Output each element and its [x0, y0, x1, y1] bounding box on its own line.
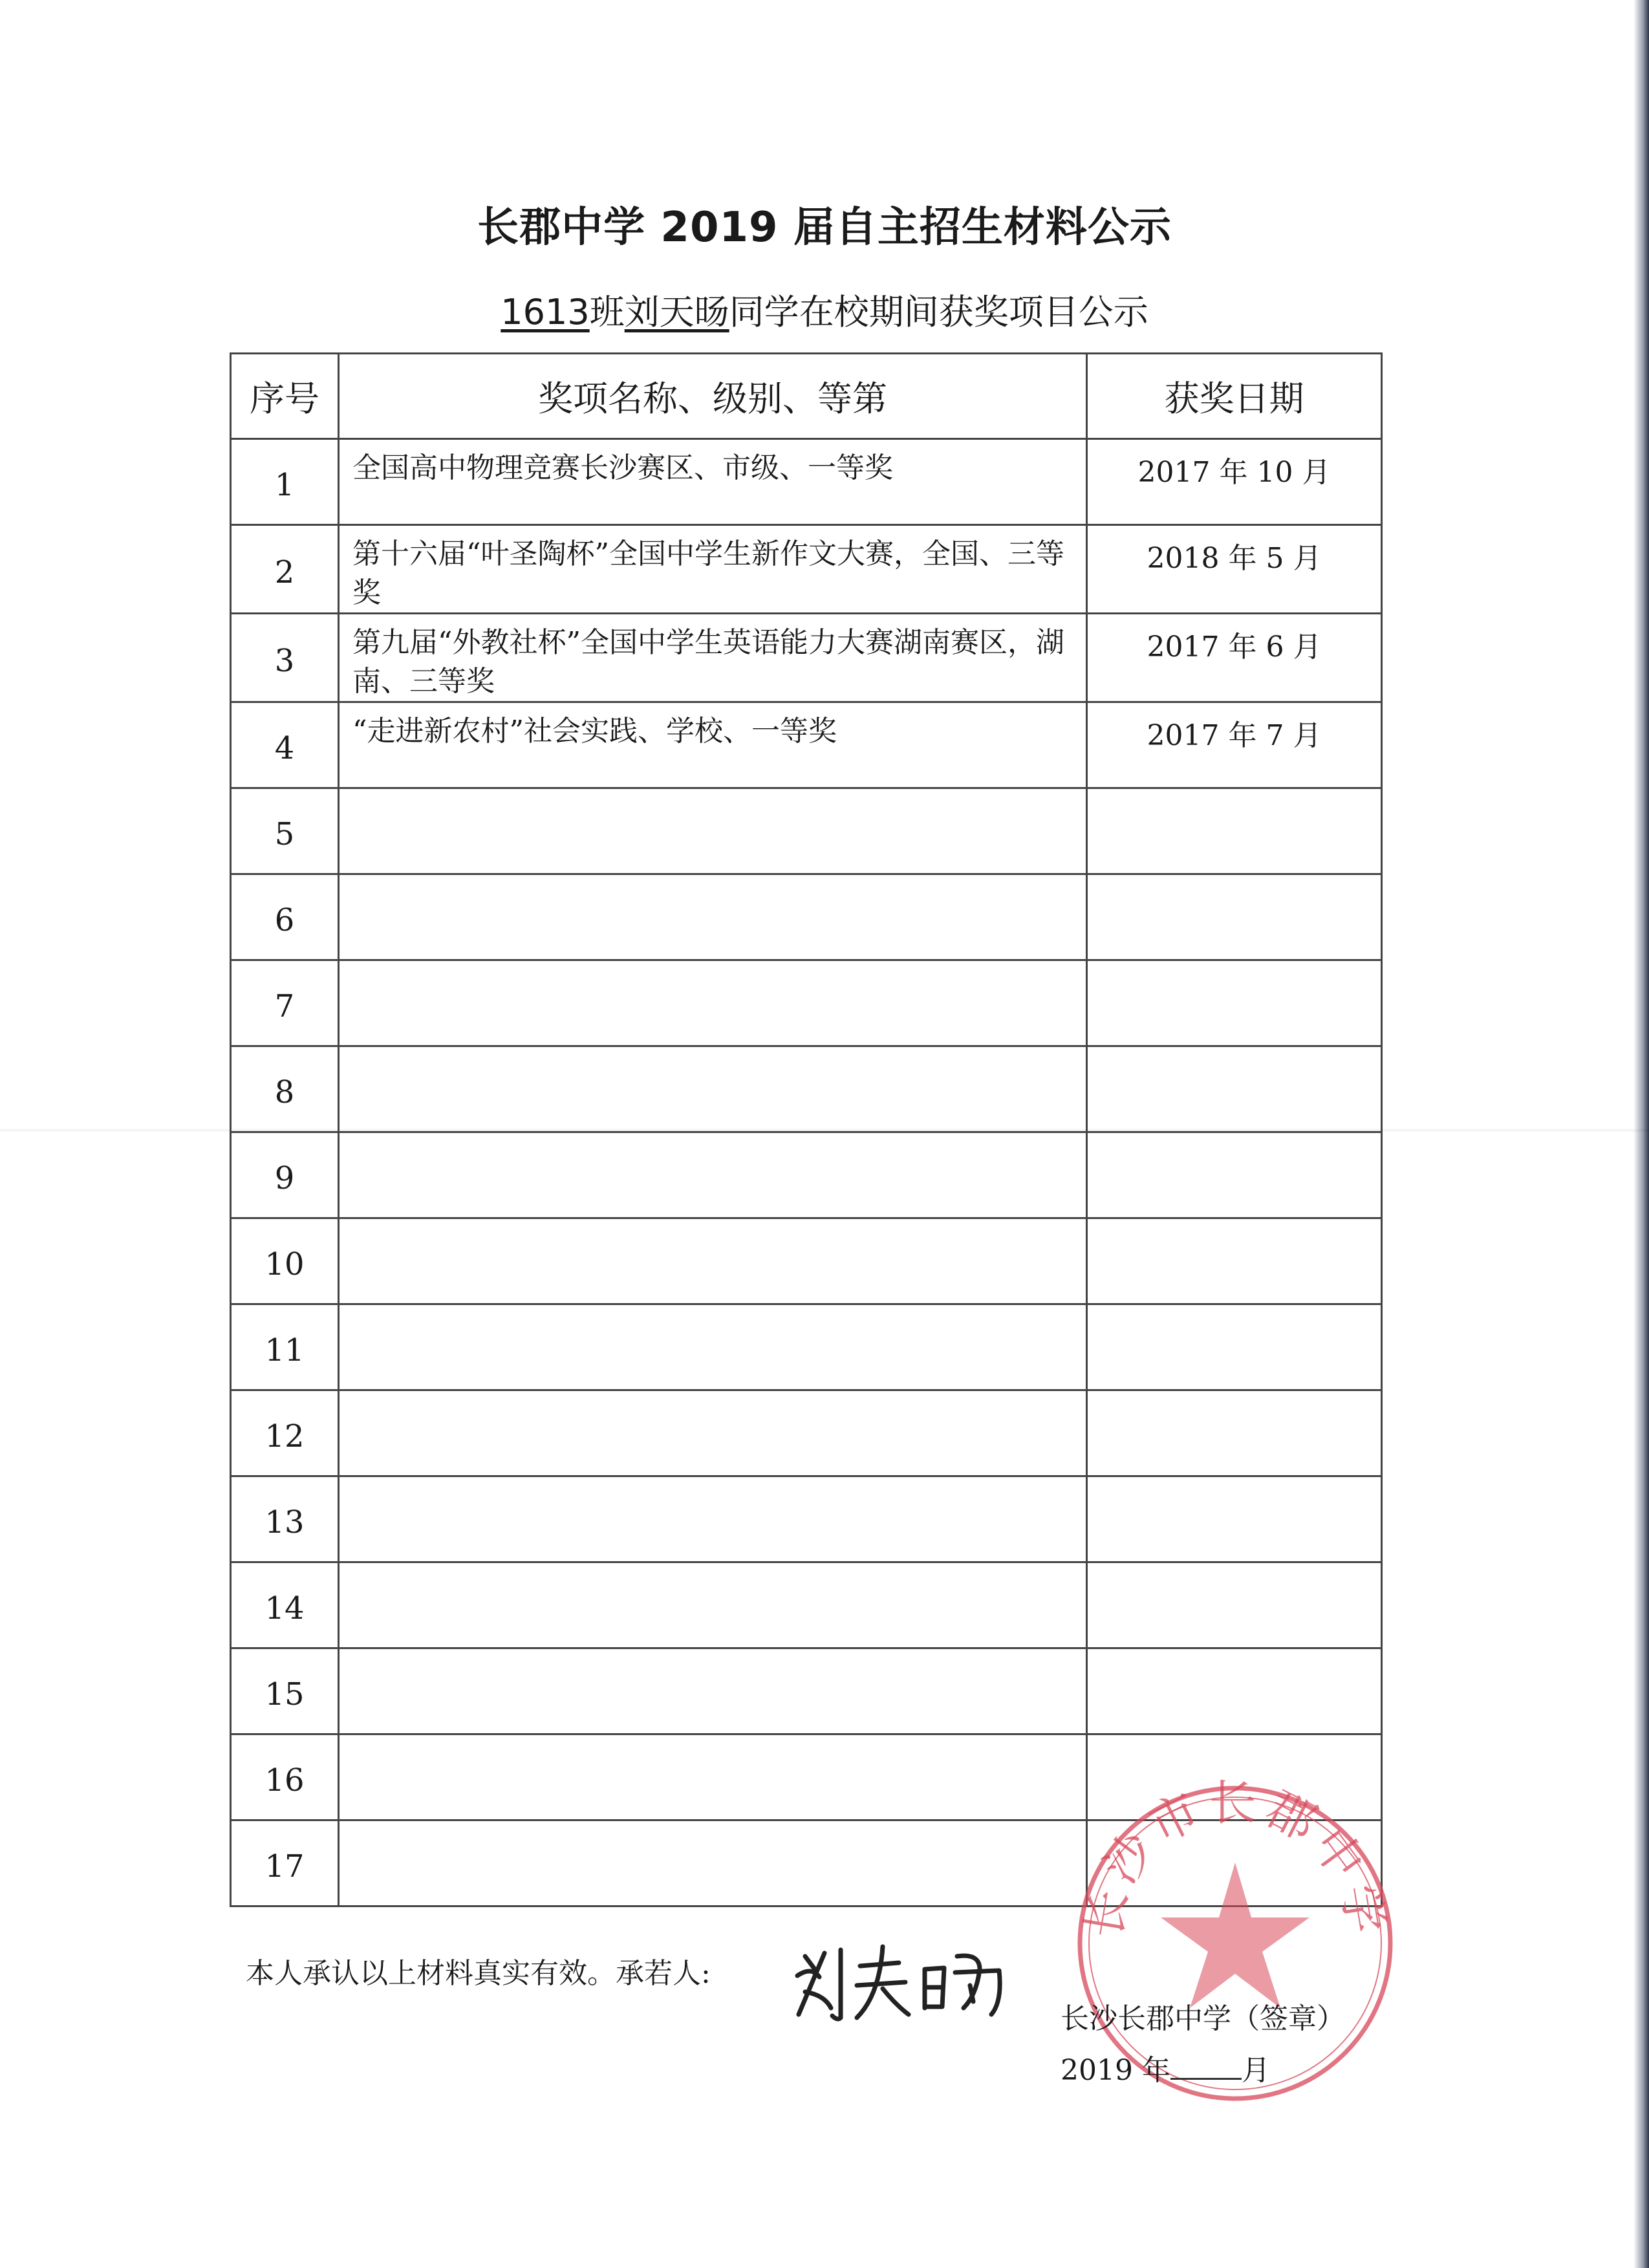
row-index: 15: [231, 1648, 339, 1734]
row-award-name: 全国高中物理竞赛长沙赛区、市级、一等奖: [339, 439, 1087, 525]
row-index: 13: [231, 1476, 339, 1562]
row-award-date: [1087, 874, 1382, 960]
table-row: [231, 439, 1382, 525]
table-row: [231, 1046, 1382, 1132]
row-award-date: [1087, 788, 1382, 874]
header-award-name: 奖项名称、级别、等第: [339, 354, 1087, 439]
subtitle: [0, 285, 1649, 334]
row-award-name: [339, 1218, 1087, 1304]
row-award-date: [1087, 1304, 1382, 1390]
row-index: 12: [231, 1390, 339, 1476]
row-award-date: [1087, 1562, 1382, 1648]
row-index: 9: [231, 1132, 339, 1218]
table-row: [231, 1390, 1382, 1476]
student-name: 刘天旸: [624, 292, 729, 332]
table-row: [231, 614, 1382, 702]
row-award-date: [1087, 960, 1382, 1046]
row-award-name: [339, 874, 1087, 960]
handwritten-signature: [786, 1930, 1018, 2034]
awards-table: [230, 352, 1383, 1907]
month-blank: [1170, 2052, 1242, 2080]
table-row: [231, 874, 1382, 960]
row-award-name: 第十六届“叶圣陶杯”全国中学生新作文大赛，全国、三等奖: [339, 525, 1087, 614]
row-award-name: [339, 1648, 1087, 1734]
row-index: 6: [231, 874, 339, 960]
row-index: 2: [231, 525, 339, 614]
row-award-date: 2018 年 5 月: [1087, 525, 1382, 614]
row-award-name: [339, 1820, 1087, 1906]
table-row: [231, 1648, 1382, 1734]
row-award-name: [339, 1046, 1087, 1132]
header-award-date: 获奖日期: [1087, 354, 1382, 439]
row-award-name: [339, 960, 1087, 1046]
table-row: [231, 1304, 1382, 1390]
row-index: 16: [231, 1734, 339, 1820]
row-award-name: [339, 1304, 1087, 1390]
date-line: [1061, 2047, 1270, 2088]
row-award-date: [1087, 1390, 1382, 1476]
row-index: 14: [231, 1562, 339, 1648]
row-award-date: 2017 年 7 月: [1087, 702, 1382, 788]
row-award-name: [339, 1562, 1087, 1648]
seal-text: 长沙市长郡中学: [1075, 1775, 1395, 1943]
table-row: [231, 788, 1382, 874]
table-row: [231, 1132, 1382, 1218]
page-title: 长郡中学 2019 届自主招生材料公示: [477, 204, 1172, 252]
row-award-date: [1087, 1132, 1382, 1218]
table-row: [231, 525, 1382, 614]
table-row: [231, 960, 1382, 1046]
row-award-date: 2017 年 10 月: [1087, 439, 1382, 525]
row-award-name: [339, 788, 1087, 874]
row-index: 7: [231, 960, 339, 1046]
row-index: 5: [231, 788, 339, 874]
table-row: [231, 1476, 1382, 1562]
row-award-date: [1087, 1218, 1382, 1304]
row-award-name: [339, 1390, 1087, 1476]
row-award-date: 2017 年 6 月: [1087, 614, 1382, 702]
row-award-date: [1087, 1648, 1382, 1734]
row-index: 8: [231, 1046, 339, 1132]
row-index: 17: [231, 1820, 339, 1906]
row-award-name: [339, 1734, 1087, 1820]
row-index: 11: [231, 1304, 339, 1390]
row-award-name: “走进新农村”社会实践、学校、一等奖: [339, 702, 1087, 788]
subtitle-rest: 同学在校期间获奖项目公示: [729, 292, 1148, 332]
header-index: 序号: [231, 354, 339, 439]
class-word: 班: [589, 292, 625, 332]
row-award-name: 第九届“外教社杯”全国中学生英语能力大赛湖南赛区，湖南、三等奖: [339, 614, 1087, 702]
row-index: 4: [231, 702, 339, 788]
row-award-name: [339, 1476, 1087, 1562]
row-award-date: [1087, 1046, 1382, 1132]
row-index: 10: [231, 1218, 339, 1304]
row-award-name: [339, 1132, 1087, 1218]
class-number: 1613: [501, 292, 590, 332]
declaration: 本人承认以上材料真实有效。承若人:: [246, 1957, 711, 1990]
date-month: 月: [1241, 2054, 1270, 2087]
table-row: [231, 702, 1382, 788]
row-index: 1: [231, 439, 339, 525]
table-row: [231, 1562, 1382, 1648]
row-award-date: [1087, 1476, 1382, 1562]
school-signature-label: 长沙长郡中学（签章）: [1061, 2002, 1345, 2035]
date-year: 2019 年: [1061, 2054, 1170, 2087]
table-header-row: [231, 354, 1382, 439]
scan-edge: [1633, 0, 1649, 2268]
row-index: 3: [231, 614, 339, 702]
table-row: [231, 1218, 1382, 1304]
